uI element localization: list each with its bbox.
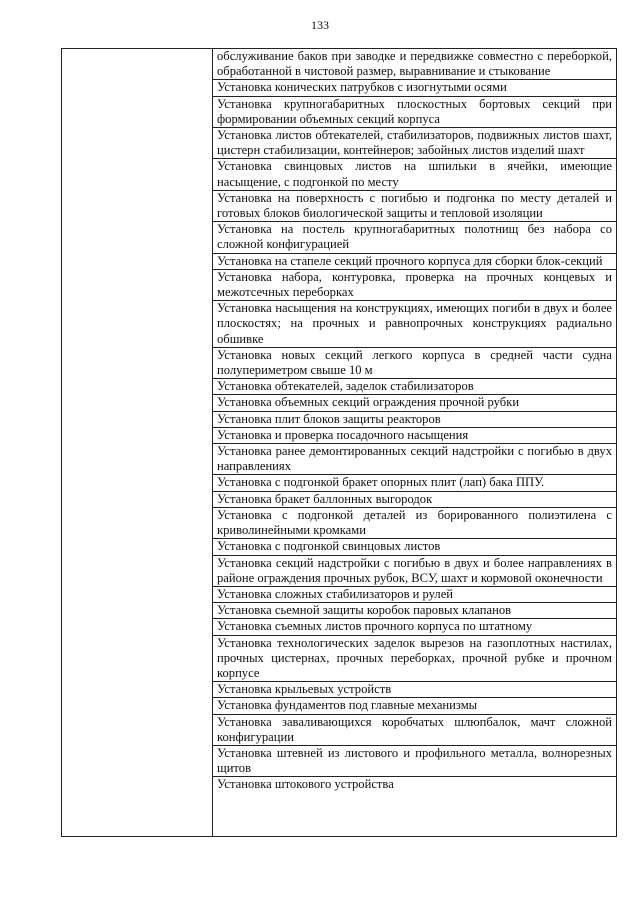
- left-column-cell: [62, 49, 213, 837]
- operation-item: Установка крупногабаритных плоскостных бортовых секций при формировании объемных секций корпуса: [213, 97, 616, 128]
- operation-item: Установка секций надстройки с погибью в двух и более направлениях в районе ограждения прочных рубок, ВСУ, шахт и кормовой оконечности: [213, 556, 616, 587]
- operation-item: Установка новых секций легкого корпуса в средней части судна полупериметром свыше 10 м: [213, 348, 616, 379]
- operation-item: Установка заваливающихся коробчатых шлюпбалок, мачт сложной конфигурации: [213, 715, 616, 746]
- operation-item: Установка штокового устройства: [217, 777, 394, 792]
- operation-item: Установка листов обтекателей, стабилизаторов, подвижных листов шахт, цистерн стабилизации, контейнеров; забойных листов изделий шахт: [213, 128, 616, 159]
- operation-item: Установка фундаментов под главные механизмы: [213, 698, 616, 714]
- table-row: [62, 49, 617, 837]
- operation-item: Установка крыльевых устройств: [213, 682, 616, 698]
- operation-item: Установка свинцовых листов на шпильки в ячейки, имеющие насыщение, с подгонкой по месту: [213, 159, 616, 190]
- page-number: 133: [311, 18, 329, 32]
- operation-item: Установка набора, контуровка, проверка на прочных концевых и межотсечных переборках: [213, 270, 616, 301]
- operations-column-cell: [213, 49, 617, 837]
- operations-table: [61, 48, 617, 837]
- operation-item: Установка объемных секций ограждения прочной рубки: [213, 395, 616, 411]
- operation-item: Установка конических патрубков с изогнутыми осями: [213, 80, 616, 96]
- operation-item: Установка с подгонкой деталей из борированного полиэтилена с криволинейными кромками: [213, 508, 616, 539]
- operation-item: Установка ранее демонтированных секций надстройки с погибью в двух направлениях: [213, 444, 616, 475]
- operation-item: Установка обтекателей, заделок стабилизаторов: [213, 379, 616, 395]
- operation-item: Установка с подгонкой бракет опорных плит (лап) бака ППУ.: [213, 475, 616, 491]
- operation-item: Установка насыщения на конструкциях, имеющих погиби в двух и более плоскостях; на прочных и равнопрочных конструкциях радиально обшивке: [213, 301, 616, 348]
- operations-list: [213, 49, 616, 793]
- operation-item: Установка сложных стабилизаторов и рулей: [213, 587, 616, 603]
- operation-item: Установка на стапеле секций прочного корпуса для сборки блок-секций: [213, 254, 616, 270]
- operation-item: Установка на постель крупногабаритных полотнищ без набора со сложной конфигурацией: [213, 222, 616, 253]
- operation-item: Установка плит блоков защиты реакторов: [213, 412, 616, 428]
- operation-item: Установка и проверка посадочного насыщения: [213, 428, 616, 444]
- operation-item: Установка на поверхность с погибью и подгонка по месту деталей и готовых блоков биологической защиты и тепловой изоляции: [213, 191, 616, 222]
- operation-item: Установка сьемной защиты коробок паровых клапанов: [213, 603, 616, 619]
- operation-item: Установка съемных листов прочного корпуса по штатному: [213, 619, 616, 635]
- operation-item: Установка с подгонкой свинцовых листов: [213, 539, 616, 555]
- operation-item: Установка штевней из листового и профильного металла, волнорезных щитов: [213, 746, 616, 777]
- operation-item: обслуживание баков при заводке и передвижке совместно с переборкой, обработанной в чистовой размер, выравнивание и стыкование: [213, 49, 616, 80]
- operation-item: Установка технологических заделок вырезов на газоплотных настилах, прочных цистернах, прочных переборках, прочной рубке и прочном корпусе: [213, 636, 616, 683]
- operation-item: Установка бракет баллонных выгородок: [213, 492, 616, 508]
